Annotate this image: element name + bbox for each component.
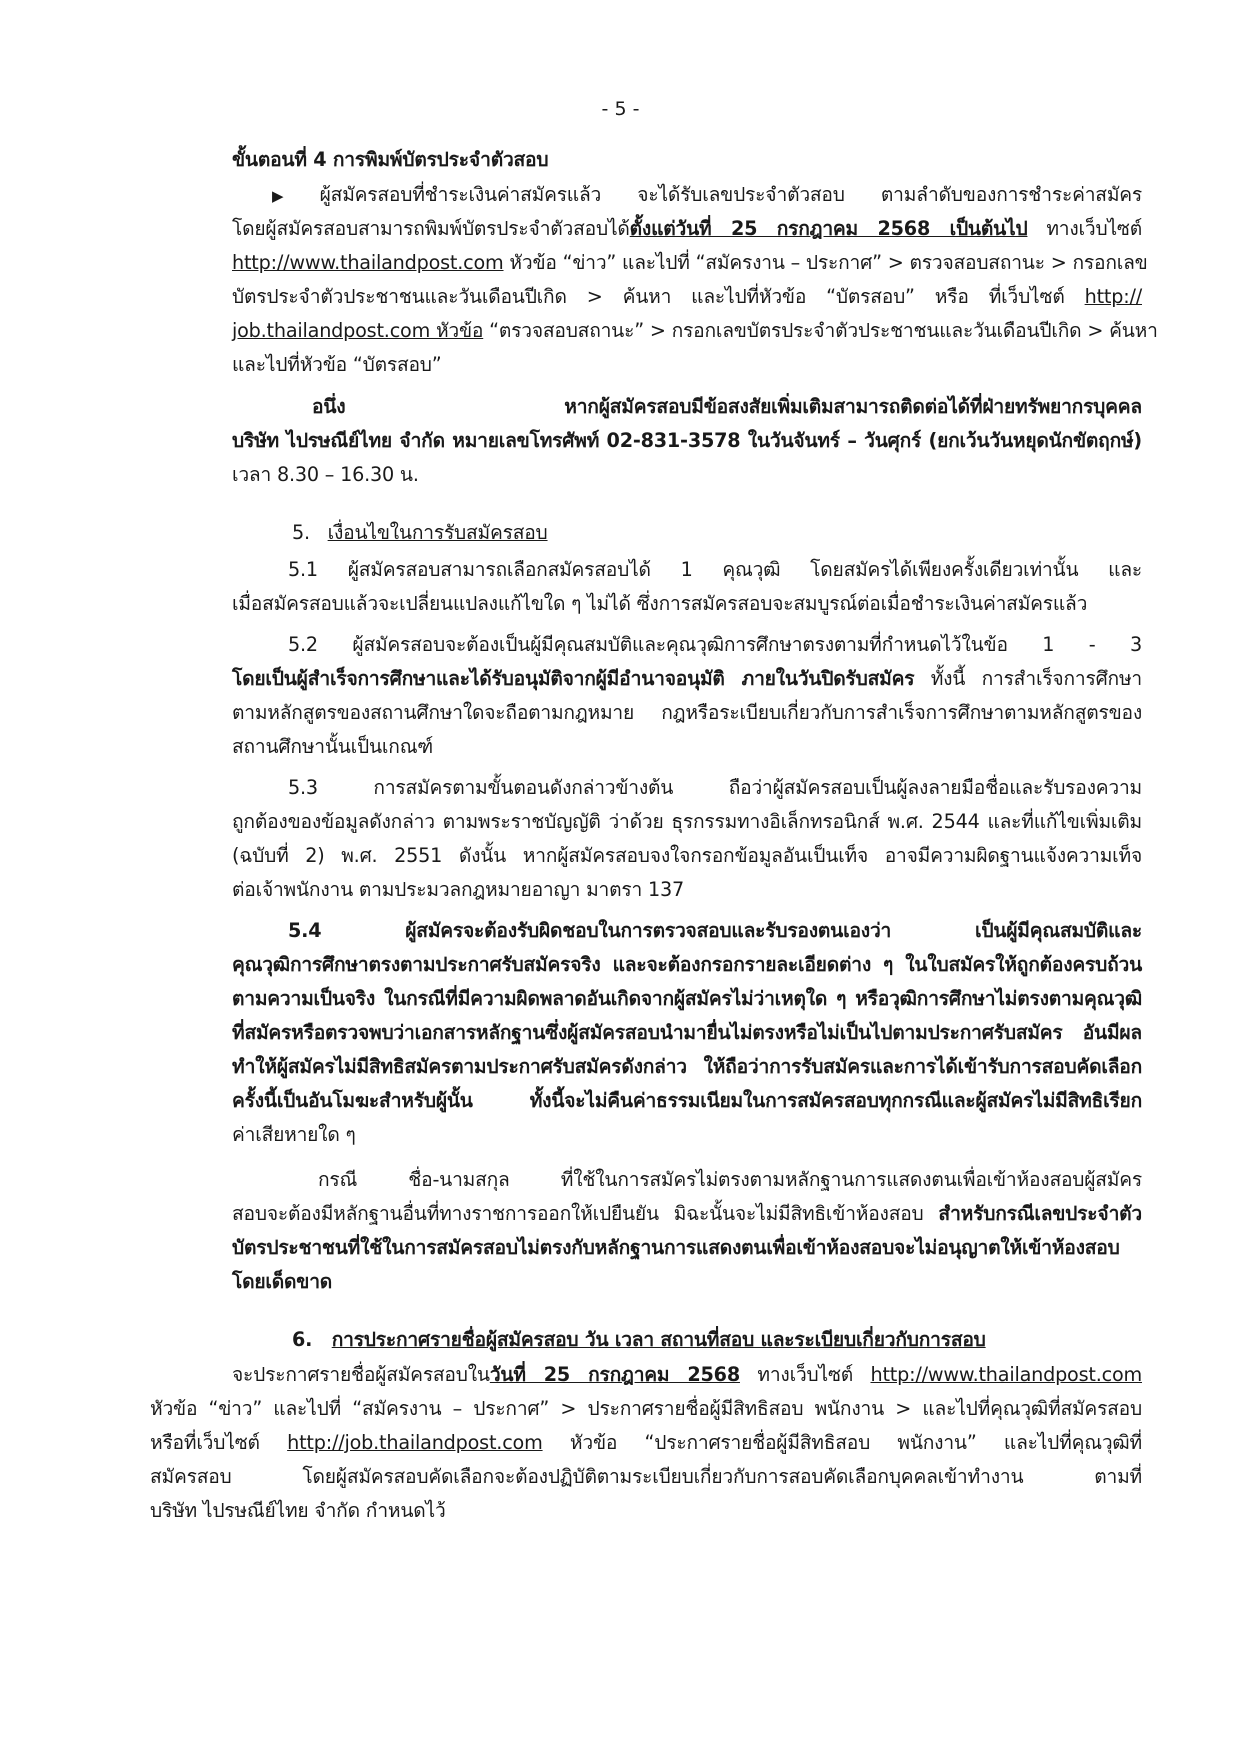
announce-date-highlight: วันที่ 25 กรกฎาคม 2568 (489, 1363, 740, 1386)
step4-line-4 (232, 280, 1142, 314)
section6-heading (232, 1323, 1202, 1357)
step4-heading: ขั้นตอนที่ 4 การพิมพ์บัตรประจำตัวสอบ (232, 148, 549, 171)
clause-5-3-line-4: ต่อเจ้าพนักงาน ตามประมวลกฎหมายอาญา มาตรา 137 (232, 878, 684, 901)
step4-line-1 (232, 178, 1142, 213)
section6-line-4: สมัครสอบ โดยผู้สมัครสอบคัดเลือกจะต้องปฏิบัติตามระเบียบเกี่ยวกับการสอบคัดเลือกบุคคลเข้าทำงาน ตามที่ (150, 1465, 1142, 1488)
section6-text: หัวข้อ “ประกาศรายชื่อผู้มีสิทธิสอบ พนักงาน” และไปที่คุณวุฒิที่ (569, 1431, 1143, 1454)
step4-text: ผู้สมัครสอบที่ชำระเงินค่าสมัครแล้ว จะได้รับเลขประจำตัวสอบ ตามลำดับของการชำระค่าสมัคร (319, 183, 1143, 206)
clause-5-2-text: ทั้งนี้ การสำเร็จการศึกษา (930, 667, 1142, 690)
step4-line-6: และไปที่หัวข้อ “บัตรสอบ” (232, 353, 442, 376)
triangle-bullet-icon: ▶ (272, 187, 314, 205)
section5-title: เงื่อนไขในการรับสมัครสอบ (327, 521, 548, 544)
name-note-bold: สำหรับกรณีเลขประจำตัว (938, 1202, 1143, 1225)
section6-line-3 (150, 1426, 1142, 1460)
section6-line-2: หัวข้อ “ข่าว” และไปที่ “สมัครงาน – ประกาศ” > ประกาศรายชื่อผู้มีสิทธิสอบ พนักงาน > และไปที่คุณวุฒิที่สมัครสอบ (150, 1397, 1142, 1420)
clause-5-4-line-7: ค่าเสียหายใด ๆ (232, 1123, 356, 1146)
clause-5-1-line-1: 5.1 ผู้สมัครสอบสามารถเลือกสมัครสอบได้ 1 คุณวุฒิ โดยสมัครได้เพียงครั้งเดียวเท่านั้น และ (288, 558, 1142, 581)
contact-line-3: เวลา 8.30 – 16.30 น. (232, 463, 419, 486)
section6-title: การประกาศรายชื่อผู้สมัครสอบ วัน เวลา สถานที่สอบ และระเบียบเกี่ยวกับการสอบ (331, 1328, 986, 1351)
clause-5-4-line-5: ทำให้ผู้สมัครไม่มีสิทธิสมัครตามประกาศรับสมัครดังกล่าว ให้ถือว่าการรับสมัครและการได้เข้ารับการสอบคัดเลือก (232, 1055, 1142, 1078)
clause-5-1-line-2: เมื่อสมัครสอบแล้วจะเปลี่ยนแปลงแก้ไขใด ๆ ไม่ได้ ซึ่งการสมัครสอบจะสมบูรณ์ต่อเมื่อชำระเงินค่าสมัครแล้ว (232, 592, 1088, 615)
page-number: - 5 - (601, 98, 640, 120)
section6-text: หรือที่เว็บไซต์ (150, 1431, 260, 1454)
step4-line-3 (232, 246, 1148, 280)
name-note-line-1: กรณี ชื่อ-นามสกุล ที่ใช้ในการสมัครไม่ตรงตามหลักฐานการแสดงตนเพื่อเข้าห้องสอบผู้สมัคร (318, 1168, 1142, 1191)
name-note-line-4: โดยเด็ดขาด (232, 1270, 333, 1293)
section6-line-5: บริษัท ไปรษณีย์ไทย จำกัด กำหนดไว้ (150, 1499, 446, 1522)
name-note-text: สอบจะต้องมีหลักฐานอื่นที่ทางราชการออกให้เปยืนยัน มิฉะนั้นจะไม่มีสิทธิเข้าห้องสอบ (232, 1202, 924, 1225)
step4-text: ทางเว็บไซต์ (1046, 217, 1142, 240)
section6-text: จะประกาศรายชื่อผู้สมัครสอบใน (232, 1363, 490, 1386)
clause-5-2-line-1: 5.2 ผู้สมัครสอบจะต้องเป็นผู้มีคุณสมบัติและคุณวุฒิการศึกษาตรงตามที่กำหนดไว้ในข้อ 1 - 3 (288, 633, 1142, 656)
print-date-highlight: ตั้งแต่วันที่ 25 กรกฎาคม 2568 เป็นต้นไป (629, 217, 1028, 240)
job-site-link-part1[interactable]: http:// (1084, 285, 1142, 308)
clause-5-2-line-4: สถานศึกษานั้นเป็นเกณฑ์ (232, 735, 434, 758)
clause-5-2-bold: โดยเป็นผู้สำเร็จการศึกษาและได้รับอนุมัติจากผู้มีอำนาจอนุมัติ ภายในวันปิดรับสมัคร (232, 667, 915, 690)
clause-5-3-line-1: 5.3 การสมัครตามขั้นตอนดังกล่าวข้างต้น ถือว่าผู้สมัครสอบเป็นผู้ลงลายมือชื่อและรับรองความ (288, 776, 1142, 799)
clause-5-4-line-3: ตามความเป็นจริง ในกรณีที่มีความผิดพลาดอันเกิดจากผู้สมัครไม่ว่าเหตุใด ๆ หรือวุฒิการศึกษาไม่ตรงตามคุณวุฒิ (232, 987, 1142, 1010)
thailandpost-link[interactable]: http://www.thailandpost.com (232, 251, 504, 274)
name-note-line-2 (232, 1197, 1142, 1231)
clause-5-4-line-6: ครั้งนี้เป็นอันโมฆะสำหรับผู้นั้น ทั้งนี้จะไม่คืนค่าธรรมเนียมในการสมัครสอบทุกกรณีและผู้สมัครไม่มีสิทธิเรียก (232, 1089, 1142, 1112)
section6-line-1 (232, 1358, 1142, 1392)
step4-text: บัตรประจำตัวประชาชนและวันเดือนปีเกิด > ค้นหา และไปที่หัวข้อ “บัตรสอบ” หรือ ที่เว็บไซต์ (232, 285, 1065, 308)
step4-text: หัวข้อ “ข่าว” และไปที่ “สมัครงาน – ประกาศ” > ตรวจสอบสถานะ > กรอกเลข (509, 251, 1148, 274)
clause-5-2-line-2 (232, 662, 1142, 696)
clause-5-4-line-2: คุณวุฒิการศึกษาตรงตามประกาศรับสมัครจริง และจะต้องกรอกรายละเอียดต่าง ๆ ในใบสมัครให้ถูกต้องครบถ้วน (232, 953, 1142, 976)
step4-line-2 (232, 212, 1142, 246)
contact-line-2: บริษัท ไปรษณีย์ไทย จำกัด หมายเลขโทรศัพท์ 02-831-3578 ในวันจันทร์ – วันศุกร์ (ยกเว้นวันหยุดนักขัตฤกษ์) (232, 429, 1142, 452)
name-note-line-3: บัตรประชาชนที่ใช้ในการสมัครสอบไม่ตรงกับหลักฐานการแสดงตนเพื่อเข้าห้องสอบจะไม่อนุญาตให้เข้าห้องสอบ (232, 1236, 1120, 1259)
clause-5-3-line-3: (ฉบับที่ 2) พ.ศ. 2551 ดังนั้น หากผู้สมัครสอบจงใจกรอกข้อมูลอันเป็นเท็จ อาจมีความผิดฐานแจ้งความเท็จ (232, 844, 1142, 867)
step4-text: โดยผู้สมัครสอบสามารถพิมพ์บัตรประจำตัวสอบได้ (232, 217, 630, 240)
step4-line-5 (232, 314, 1158, 348)
clause-5-4-line-4: ที่สมัครหรือตรวจพบว่าเอกสารหลักฐานซึ่งผู้สมัครสอบนำมายื่นไม่ตรงหรือไม่เป็นไปตามประกาศรับสมัคร อันมีผล (232, 1021, 1142, 1044)
clause-5-2-line-3: ตามหลักสูตรของสถานศึกษาใดจะถือตามกฎหมาย กฎหรือระเบียบเกี่ยวกับการสำเร็จการศึกษาตามหลักสูตรของ (232, 701, 1142, 724)
step4-text: “ตรวจสอบสถานะ” > กรอกเลขบัตรประจำตัวประชาชนและวันเดือนปีเกิด > ค้นหา (489, 319, 1158, 342)
thailandpost-link[interactable]: http://www.thailandpost.com (870, 1363, 1142, 1386)
contact-line-1: อนึ่ง หากผู้สมัครสอบมีข้อสงสัยเพิ่มเติมสามารถติดต่อได้ที่ฝ่ายทรัพยากรบุคคล (312, 395, 1142, 418)
section5-heading (232, 516, 1202, 550)
section5-number: 5. (292, 521, 310, 544)
clause-5-3-line-2: ถูกต้องของข้อมูลดังกล่าว ตามพระราชบัญญัติ ว่าด้วย ธุรกรรมทางอิเล็กทรอนิกส์ พ.ศ. 2544 และที่แก้ไขเพิ่มเติม (232, 810, 1142, 833)
job-site-link-part2[interactable]: job.thailandpost.com หัวข้อ (232, 319, 484, 342)
job-site-link[interactable]: http://job.thailandpost.com (287, 1431, 543, 1454)
section6-text: ทางเว็บไซต์ (757, 1363, 854, 1386)
clause-5-4-line-1: 5.4 ผู้สมัครจะต้องรับผิดชอบในการตรวจสอบและรับรองตนเองว่า เป็นผู้มีคุณสมบัติและ (288, 919, 1142, 942)
section6-number: 6. (292, 1328, 313, 1351)
